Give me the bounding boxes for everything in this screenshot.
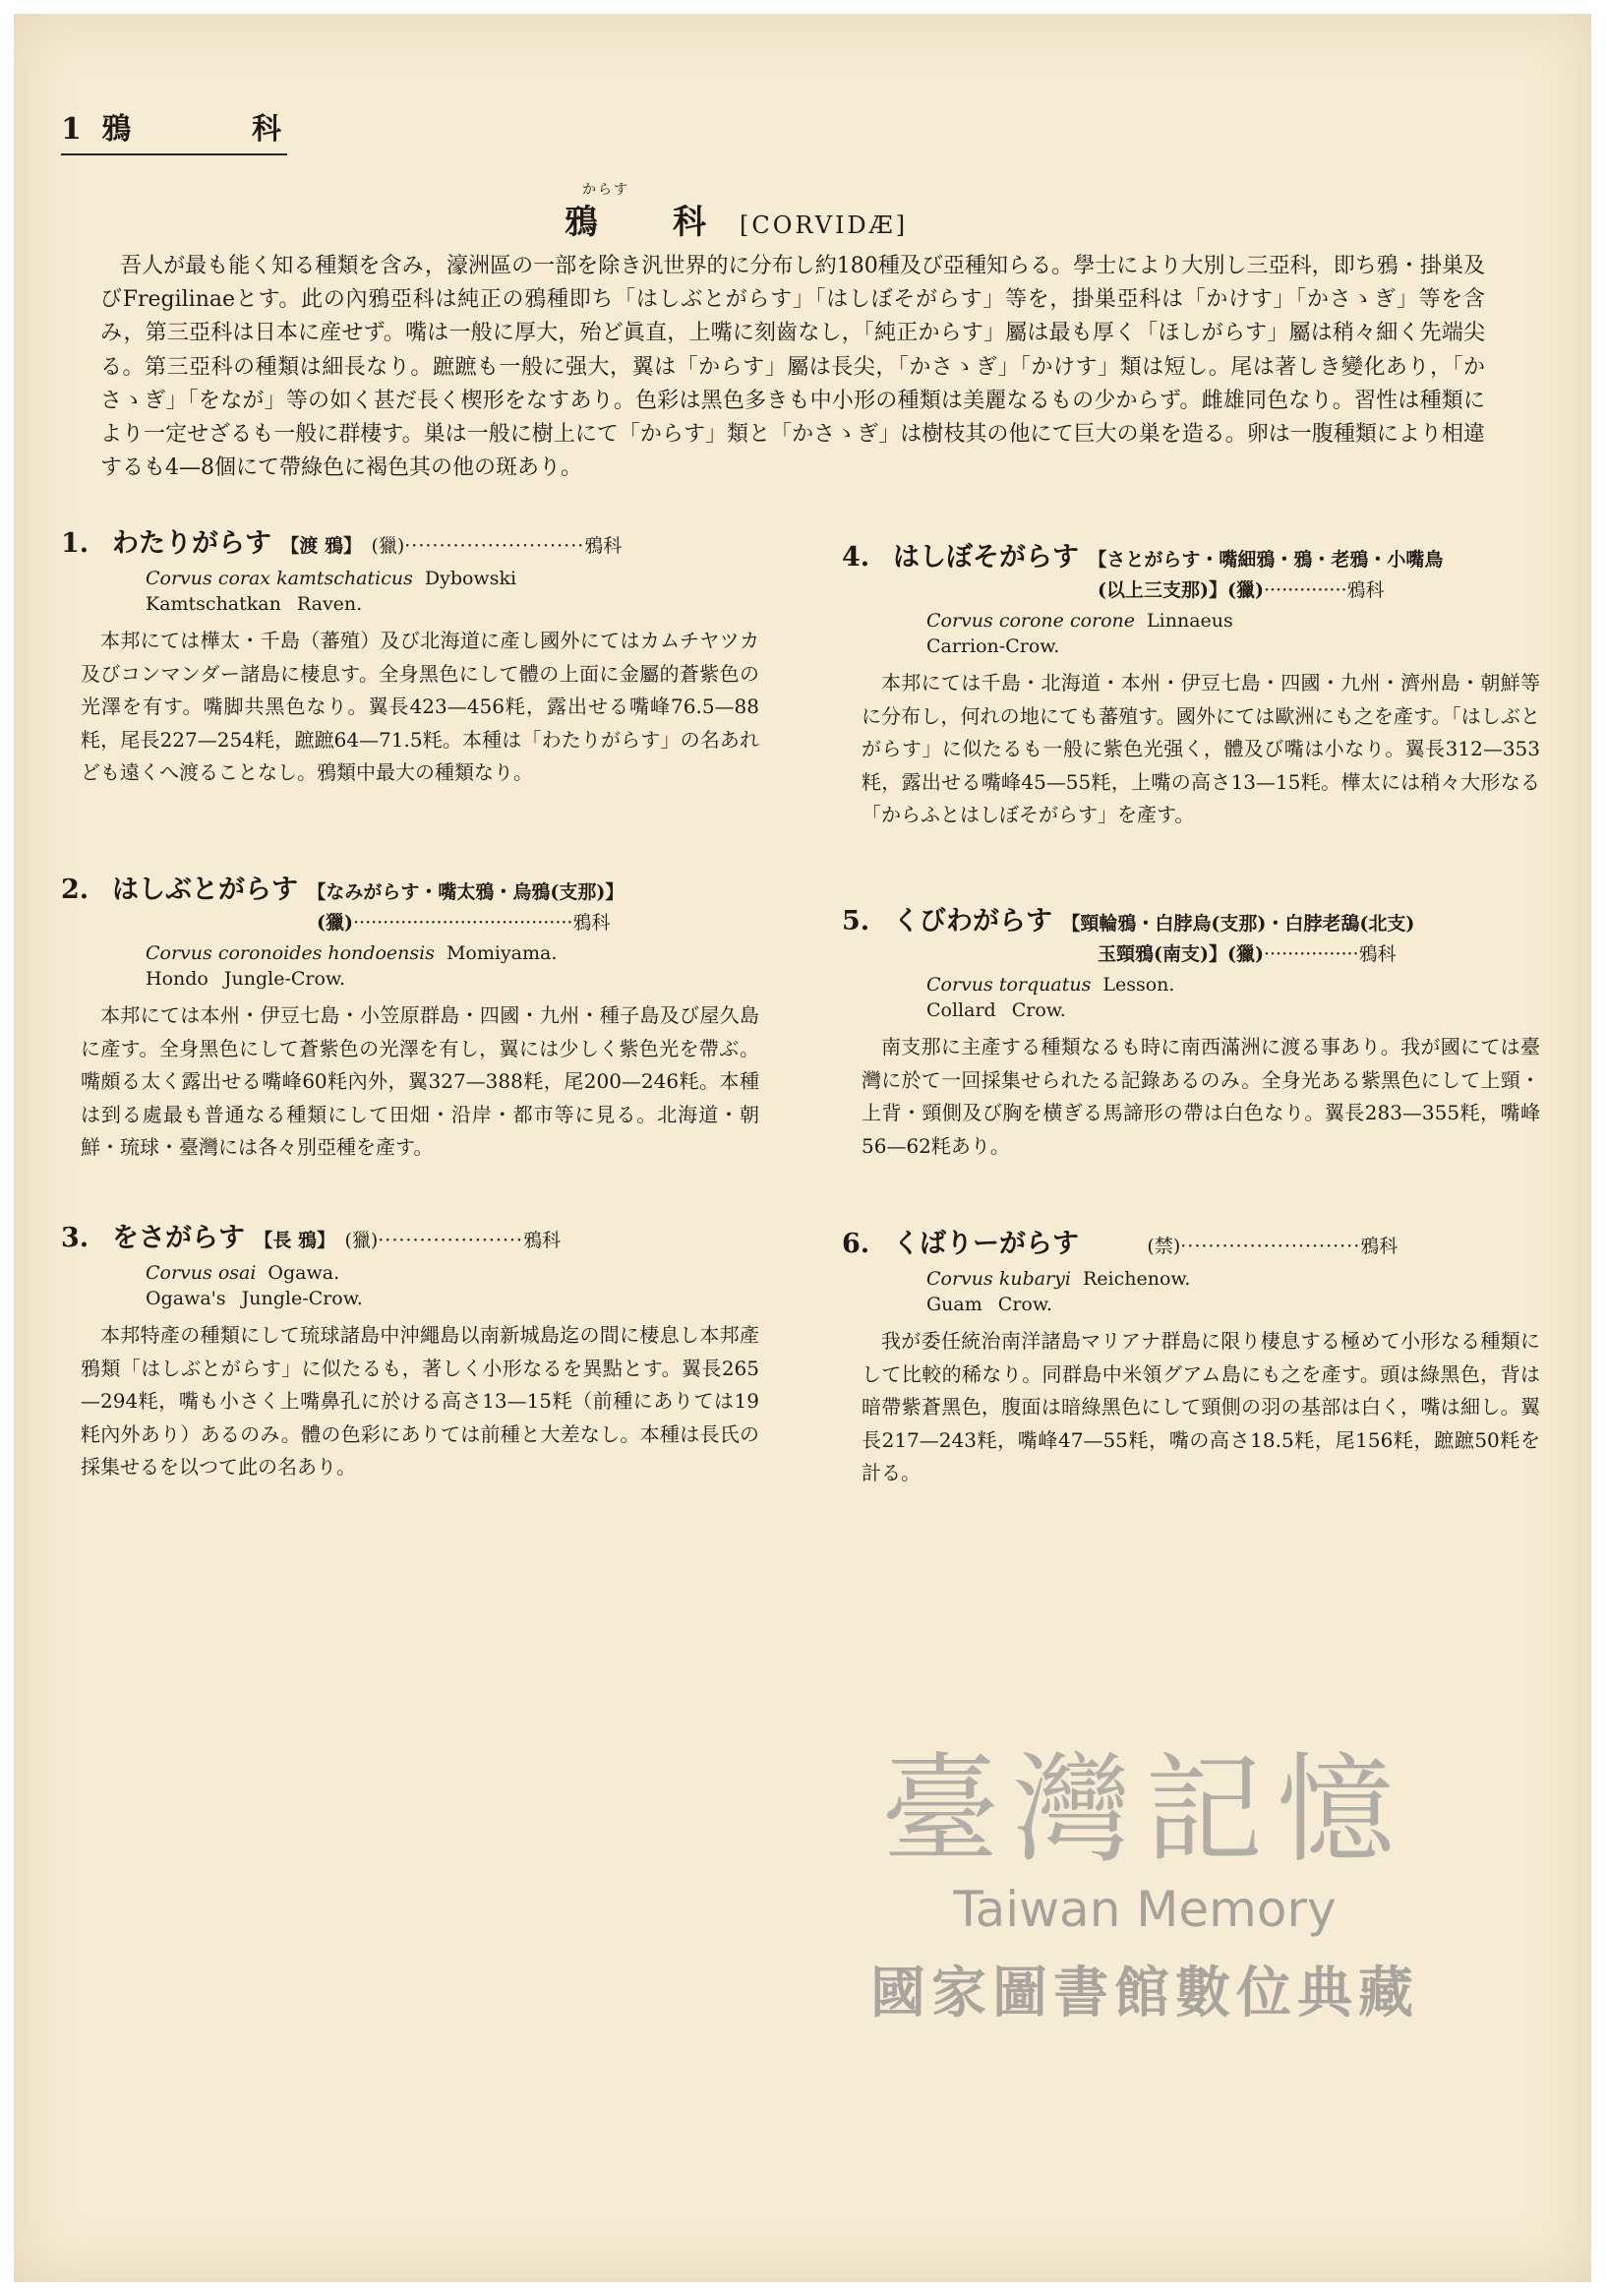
english-name: Kamtschatkan Raven. (146, 593, 363, 615)
english-name: Hondo Jungle-Crow. (146, 968, 345, 990)
title-ruby: からす (582, 182, 629, 198)
entry-heading (61, 868, 749, 906)
title-latin: [CORVIDÆ] (740, 211, 909, 239)
watermark-english: Taiwan Memory (953, 1881, 1337, 1938)
entry-family: 鴉科 (1360, 1236, 1399, 1257)
title-kanji-1: 鴉 (565, 203, 598, 242)
entry-alias-cont: (以上三支那)】 (1098, 579, 1227, 601)
entry-tag: (禁) (1147, 1236, 1181, 1257)
header-right: 科 (252, 112, 281, 147)
entry-name: はしぶとがらす (112, 875, 298, 905)
entry-tag: (獵) (344, 1230, 379, 1251)
entry-name: をさがらす (112, 1223, 245, 1253)
entry-tag: (獵) (1226, 579, 1264, 601)
entry-heading (842, 1222, 1530, 1260)
intro-paragraph: 吾人が最も能く知る種類を含み，濠洲區の一部を除き汎世界的に分布し約180種及び亞種知らる。學士により大別し三亞科，即ち鴉・掛巣及びFregilinaeとす。此の內鴉亞科は純正の鴉種即ち「はしぶとがらす」「はしぼそがらす」等を，掛巣亞科は「かけす」「かさゝぎ」等を含み，第三亞科は日本に産せず。嘴は一般に厚大，殆ど眞直，上嘴に刻齒なし，「純正からす」屬は最も厚く「ほしがらす」屬は稍々細く先端尖る。第三亞科の種類は細長なり。蹠蹠も一般に强大，翼は「からす」屬は長尖，「かさゝぎ」「かけす」類は短し。尾は著しき變化あり，「かさゝぎ」「をなが」等の如く甚だ長く楔形をなすあり。色彩は黑色多きも中小形の種類は美麗なるもの少からず。雌雄同色なり。習性は種類により一定せざるも一般に群棲す。巣は一般に樹上にて「からす」類と「かさゝぎ」は樹枝其の他にて巨大の巣を造る。卵は一腹種類により相違するも4—8個にて帶綠色に褐色其の他の斑あり。 (100, 254, 1485, 481)
species-entry-4 (842, 535, 1540, 832)
scientific-name (842, 610, 1530, 632)
entry-body: 本邦にては千島・北海道・本州・伊豆七島・四國・九州・濟州島・朝鮮等に分布し，何れの地にても蕃殖す。國外にては歐洲にも之を產す。「はしぶとがらす」に似たるも一般に紫色光强く，體及び嘴は小なり。翼長312—353粍，露出せる嘴峰45—55粍，上嘴の高さ13—15粍。樺太には稍々大形なる「からふとはしぼそがらす」を產す。 (862, 671, 1540, 826)
sci-binomial: Corvus torquatus (926, 974, 1092, 996)
species-entry-1 (61, 521, 759, 790)
entry-body: 本邦にては樺太・千島（蕃殖）及び北海道に產し國外にてはカムチヤツカ及びコンマンダー諸島に棲息す。全身黑色にして體の上面に金屬的蒼紫色の光澤を有す。嘴脚共黑色なり。翼長423—456粍，露出せる嘴峰76.5—88粍，尾長227—254粍，蹠蹠64—71.5粍。本種は「わたりがらす」の名あれども遠くへ渡ることなし。鴉類中最大の種類なり。 (81, 629, 759, 784)
entry-number: 4. (842, 542, 870, 573)
sci-author: Dybowski (424, 568, 517, 589)
scientific-name (61, 568, 749, 589)
watermark-library: 國家圖書館數位典藏 (870, 1962, 1419, 2025)
english-name: Ogawa's Jungle-Crow. (146, 1288, 363, 1309)
entry-heading (842, 535, 1530, 574)
entry-body: 南支那に主產する種類なるも時に南西滿洲に渡る事あり。我が國にては臺灣に於て一回採集せられたる記錄あるのみ。全身光ある紫黑色にして上頸・上背・頸側及び胸を横ぎる馬諦形の帶は白色なり。翼長283—355粍，嘴峰56—62粍あり。 (862, 1035, 1540, 1158)
entry-dots: ·············· (1263, 579, 1347, 601)
sci-binomial: Corvus osai (146, 1262, 257, 1284)
english-name: Collard Crow. (926, 999, 1066, 1021)
sci-binomial: Corvus coronoides hondoensis (146, 942, 435, 964)
entry-alias: 【さとがらす・嘴細鴉・鴉・老鴉・小嘴鳥 (1088, 549, 1444, 571)
sci-author: Momiyama. (446, 942, 558, 964)
entry-family: 鴉科 (584, 535, 623, 557)
entry-heading (61, 1216, 749, 1254)
english-name: Carrion-Crow. (926, 635, 1060, 657)
entry-number: 6. (842, 1229, 870, 1259)
entry-tag: (獵) (317, 912, 353, 934)
species-entry-2 (61, 868, 759, 1165)
entry-tag: (獵) (1226, 943, 1264, 965)
species-entry-3 (61, 1216, 759, 1484)
sci-binomial: Corvus corone corone (926, 610, 1136, 632)
species-entry-5 (842, 899, 1540, 1163)
entry-body: 我が委任統治南洋諸島マリアナ群島に限り棲息する極めて小形なる種類にして比較的稀なり。同群島中米領グアム島にも之を產す。頭は綠黑色，背は暗帶紫蒼黑色，腹面は暗綠黑色にして頸側の羽の基部は白く，嘴は細し。翼長217—243粍，嘴峰47—55粍，嘴の高さ18.5粍，尾156粍，蹠蹠50粍を計る。 (862, 1329, 1540, 1484)
species-entry-6 (842, 1222, 1540, 1490)
entry-family: 鴉科 (523, 1230, 562, 1251)
scientific-name (61, 942, 749, 964)
entry-dots: ····················· (378, 1230, 524, 1251)
entry-dots: ·························· (404, 535, 585, 557)
entry-family: 鴉科 (1358, 943, 1397, 965)
sci-binomial: Corvus kubaryi (926, 1268, 1071, 1290)
entry-alias: 【なみがらす・嘴太鴉・烏鴉(支那)】 (307, 881, 625, 903)
entry-alias-cont: 玉頸鴉(南支)】 (1098, 943, 1227, 965)
entry-dots: ················ (1263, 943, 1359, 965)
document-page (14, 14, 1591, 2282)
entry-dots: ····································· (352, 912, 573, 934)
entry-name: くばりーがらす (893, 1229, 1079, 1259)
entry-name: はしぼそがらす (893, 542, 1079, 573)
header-left: 鴉 (101, 112, 132, 147)
entry-alias: 【渡 鴉】 (280, 535, 363, 557)
entry-family: 鴉科 (1346, 579, 1385, 601)
sci-author: Linnaeus (1147, 610, 1233, 632)
entry-name: くびわがらす (893, 906, 1052, 937)
scientific-name (61, 1262, 749, 1284)
watermark (761, 1716, 1528, 2028)
entry-alias: 【頸輪鴉・白脖烏(支那)・白脖老鴰(北支) (1061, 913, 1415, 935)
scientific-name (842, 1268, 1530, 1290)
entry-number: 1. (61, 528, 89, 559)
entry-alias: 【長 鴉】 (254, 1230, 336, 1251)
entry-heading-line-2 (61, 908, 749, 935)
sci-binomial: Corvus corax kamtschaticus (146, 568, 413, 589)
page-header (61, 104, 287, 155)
watermark-chinese: 臺灣記憶 (881, 1742, 1408, 1879)
sci-author: Lesson. (1102, 974, 1175, 996)
header-number: 1 (61, 112, 82, 147)
entry-heading (61, 521, 749, 560)
entry-body: 本邦特產の種類にして琉球諸島中沖繩島以南新城島迄の間に棲息し本邦產鴉類「はしぶとがらす」に似たるも，著しく小形なるを異點とす。翼長265—294粍，嘴も小さく上嘴鼻孔に於ける高さ13—15粍（前種にありては19粍內外あり）あるのみ。體の色彩にありては前種と大差なし。本種は長氏の採集せるを以つて此の名あり。 (81, 1323, 759, 1479)
title-kanji-2: 科 (673, 203, 706, 242)
entry-name: わたりがらす (112, 528, 271, 559)
page-title (565, 195, 908, 243)
entry-number: 2. (61, 875, 89, 905)
entry-body: 本邦にては本州・伊豆七島・小笠原群島・四國・九州・種子島及び屋久島に產す。全身黑色にして蒼紫色の光澤を有し，翼には少しく紫色光を帶ぶ。嘴頗る太く露出せる嘴峰60粍內外，翼327—388粍，尾200—246粍。本種は到る處最も普通なる種類にして田畑・沿岸・都市等に見る。北海道・朝鮮・琉球・臺灣には各々別亞種を產す。 (81, 1003, 759, 1159)
entry-number: 3. (61, 1223, 89, 1253)
scientific-name (842, 974, 1530, 996)
entry-dots: ·························· (1180, 1236, 1361, 1257)
entry-heading-line-2 (842, 575, 1530, 602)
english-name: Guam Crow. (926, 1294, 1052, 1315)
entry-heading (842, 899, 1530, 937)
entry-heading-line-2 (842, 939, 1530, 966)
sci-author: Ogawa. (268, 1262, 340, 1284)
entry-family: 鴉科 (572, 912, 611, 934)
sci-author: Reichenow. (1082, 1268, 1191, 1290)
entry-number: 5. (842, 906, 870, 937)
entry-tag: (獵) (371, 535, 405, 557)
